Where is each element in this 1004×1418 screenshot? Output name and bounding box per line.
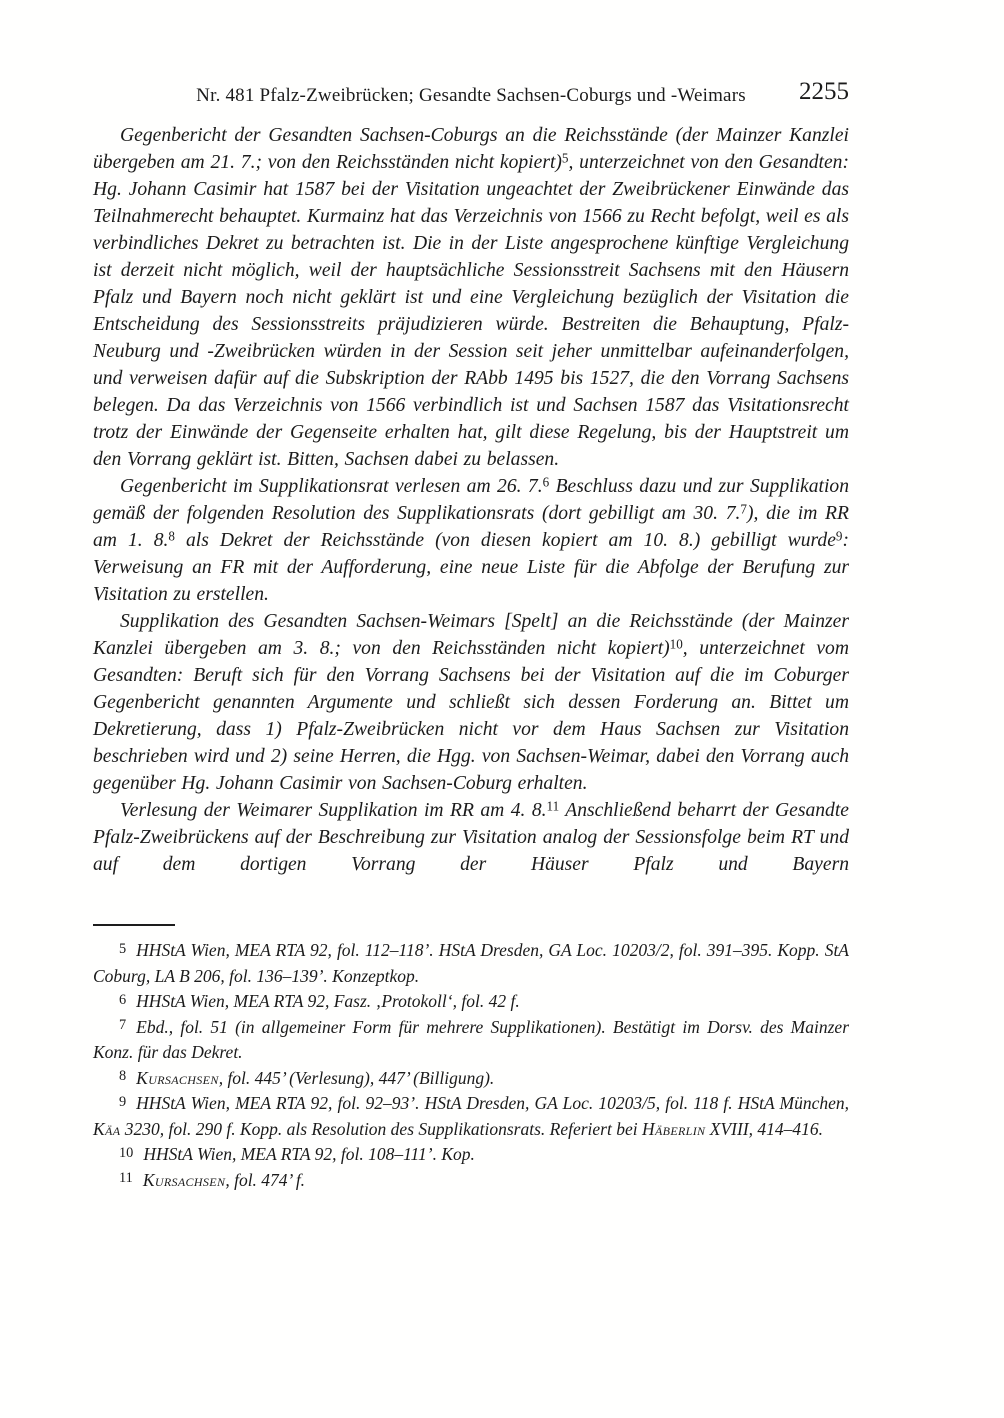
- text-segment: Verlesung der Weimarer Supplikation im RR am 4. 8.: [120, 800, 547, 821]
- footnote-item: [93, 1168, 849, 1194]
- footnote-number: 6: [119, 991, 127, 1008]
- text-segment: Gegenbericht im Supplikationsrat verlesen am 26. 7.: [120, 476, 543, 497]
- text-segment: , unterzeichnet von den Gesandten: Hg. Johann Casimir hat 1587 bei der Visitation ungeachtet der Zweibrückener Einwände das Teilnahmerecht behauptet. Kurmainz hat das Verzeichnis von 1566 zu Recht befolgt, weil es als verbindliches Dekret zu betrachten ist. Die in der Liste angesprochene künftige Vergleichung ist derzeit nicht möglich, weil der hauptsächliche Sessionsstreit Sachsens mit den Häusern Pfalz und Bayern noch nicht geklärt ist und eine Vergleichung bezüglich der Visitation die Entscheidung des Sessionsstreits präjudizieren würde. Bestreiten die Behauptung, Pfalz-Neuburg und -Zweibrücken würden in der Session seit jeher unmittelbar aufeinanderfolgen, und verweisen dafür auf die Subskription der RAbb 1495 bis 1527, die den Vorrang Sachsens belegen. Da das Verzeichnis von 1566 verbindlich ist und Sachsen 1587 das Visitationsrecht trotz der Einwände der Gegenseite erhalten hat, gilt diese Regelung, bis der Hauptstreit um den Vorrang geklärt ist. Bitten, Sachsen dabei zu belassen.: [93, 152, 850, 470]
- body-text: [93, 122, 849, 878]
- text-segment: XVIII, 414–416.: [705, 1118, 824, 1139]
- text-segment: Supplikation des Gesandten Sachsen-Weimars [Spelt] an die Reichsstände (der Mainzer Kanzlei übergeben am 3. 8.; von den Reichsständen nicht kopiert): [93, 611, 849, 659]
- paragraph: [93, 797, 849, 878]
- text-block: [93, 78, 850, 1193]
- footnote-item: [93, 1142, 849, 1168]
- footnote-number: 10: [119, 1144, 134, 1161]
- text-segment: Beschluss dazu und zur Supplikation gemäß der folgenden Resolution des Supplikationsrats (dort gebilligt am 30. 7.: [93, 476, 849, 524]
- paragraph: [93, 122, 849, 473]
- footnote-ref: 5: [561, 150, 569, 166]
- text-segment: : Verweisung an FR mit der Aufforderung, eine neue Liste für die Abfolge der Berufung zur Visitation zu erstellen.: [93, 530, 849, 605]
- text-segment: , unterzeichnet vom Gesandten: Beruft sich für den Vorrang Sachsens bei der Visitation auf die im Coburger Gegenbericht genannten Argumente und schließt sich dessen Forderung an. Bittet um Dekretierung, dass 1) Pfalz-Zweibrücken nicht vor dem Haus Sachsen zur Visitation beschrieben wird und 2) seine Herren, die Hgg. von Sachsen-Weimar, dabei den Vorrang auch gegenüber Hg. Johann Casimir von Sachsen-Coburg erhalten.: [93, 638, 850, 794]
- paragraph: [93, 473, 849, 608]
- small-caps-name: Häberlin: [641, 1118, 706, 1139]
- text-segment: HHStA Wien, MEA RTA 92, fol. 92–93’. HStA Dresden, GA Loc. 10203/5, fol. 118 f. HStA München,: [136, 1093, 849, 1113]
- footnote-item: [93, 989, 849, 1015]
- text-segment: ), die im RR am 1. 8.: [93, 503, 849, 551]
- text-segment: , fol. 474’ f.: [225, 1169, 306, 1190]
- text-segment: HHStA Wien, MEA RTA 92, fol. 112–118’. HStA Dresden, GA Loc. 10203/2, fol. 391–395. Kopp. StA Coburg, LA B 206, fol. 136–139’. Konzeptkop.: [93, 940, 849, 986]
- small-caps-name: Kursachsen: [136, 1067, 219, 1088]
- footnote-separator-rule: [93, 924, 175, 926]
- footnote-number: 7: [119, 1017, 127, 1034]
- page-number: 2255: [799, 78, 849, 105]
- footnote-item: [93, 1015, 849, 1066]
- footnote-ref: 10: [669, 636, 683, 652]
- running-header: [93, 78, 849, 112]
- footnote-ref: 11: [546, 798, 560, 814]
- text-segment: Ebd., fol. 51 (in allgemeiner Form für mehrere Supplikationen). Bestätigt im Dorsv. des Mainzer Konz. für das Dekret.: [93, 1016, 849, 1062]
- text-segment: als Dekret der Reichsstände (von diesen kopiert am 10. 8.) gebilligt wurde: [174, 530, 836, 551]
- paragraph: [93, 608, 849, 797]
- text-segment: HHStA Wien, MEA RTA 92, Fasz. ‚Protokoll‘, fol. 42 f.: [136, 991, 520, 1011]
- footnote-item: [93, 938, 849, 989]
- text-segment: 3230, fol. 290 f. Kopp. als Resolution des Supplikationsrats. Referiert bei: [120, 1118, 642, 1139]
- footnote-number: 9: [119, 1093, 127, 1110]
- footnotes-section: [93, 938, 849, 1193]
- text-segment: Gegenbericht der Gesandten Sachsen-Coburgs an die Reichsstände (der Mainzer Kanzlei übergeben am 21. 7.; von den Reichsständen nicht kopiert): [93, 125, 849, 173]
- text-segment: HHStA Wien, MEA RTA 92, fol. 108–111’. Kop.: [143, 1144, 475, 1164]
- footnote-ref: 6: [542, 474, 550, 490]
- text-segment: , fol. 445’ (Verlesung), 447’ (Billigung).: [218, 1067, 495, 1088]
- running-header-title: Nr. 481 Pfalz-Zweibrücken; Gesandte Sachsen-Coburgs und -Weimars: [196, 85, 746, 106]
- footnote-ref: 7: [740, 501, 747, 517]
- footnote-item: [93, 1066, 849, 1092]
- footnote-ref: 8: [168, 528, 175, 544]
- small-caps-name: Käa: [93, 1118, 121, 1139]
- footnote-number: 8: [119, 1068, 127, 1085]
- footnote-ref: 9: [835, 528, 843, 544]
- footnote-item: [93, 1091, 849, 1142]
- text-segment: Anschließend beharrt der Gesandte Pfalz-Zweibrückens auf der Beschreibung zur Visitation analog der Sessionsfolge beim RT und auf dem dortigen Vorrang der Häuser Pfalz und Bayern: [93, 800, 849, 875]
- footnote-number: 5: [119, 940, 127, 957]
- footnote-number: 11: [119, 1170, 133, 1187]
- small-caps-name: Kursachsen: [142, 1169, 226, 1190]
